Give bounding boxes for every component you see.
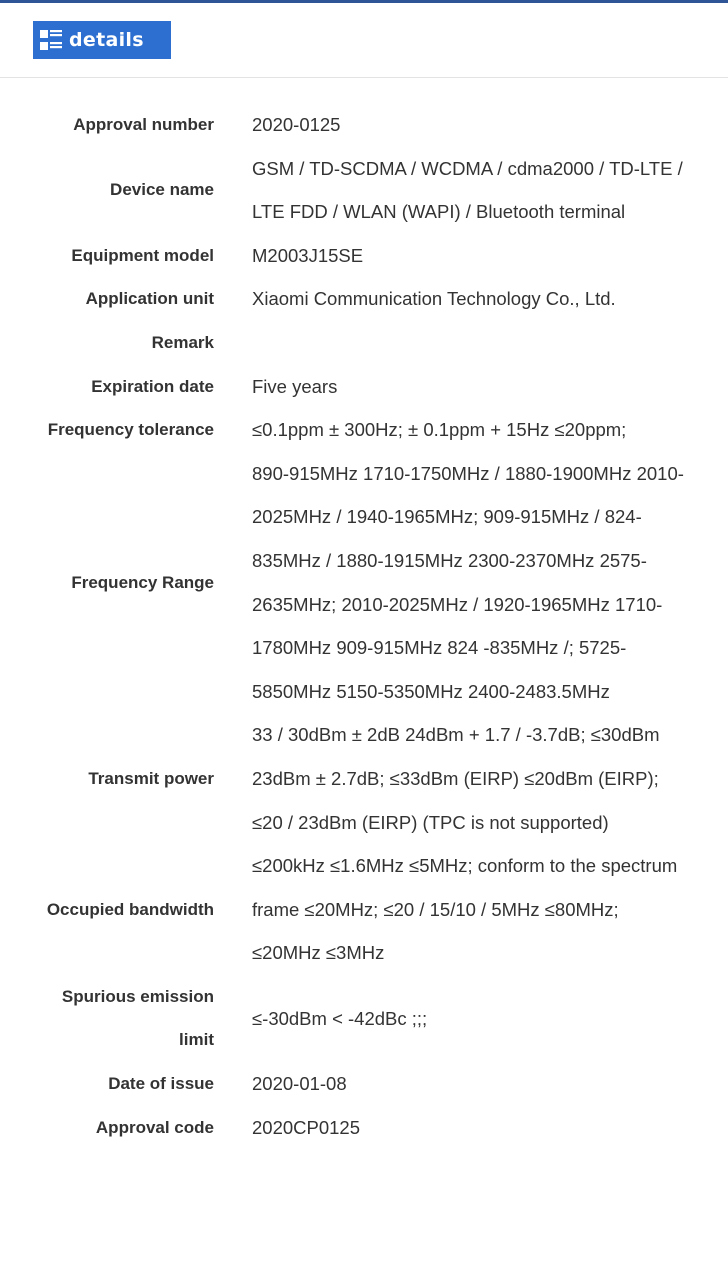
frequency-tolerance-value: ≤0.1ppm ± 300Hz; ± 0.1ppm + 15Hz ≤20ppm; (252, 419, 627, 441)
equipment-model-label: Equipment model (71, 245, 214, 265)
row-approval-number (0, 103, 728, 147)
row-remark (0, 321, 728, 365)
spurious-emission-limit-label: Spurious emission limit (61, 986, 214, 1050)
equipment-model-value: M2003J15SE (252, 244, 364, 266)
row-expiration-date (0, 365, 728, 409)
row-spurious-emission-limit (0, 975, 728, 1062)
approval-number-value: 2020-0125 (252, 114, 341, 135)
frequency-range-label: Frequency Range (71, 572, 214, 592)
details-button[interactable] (33, 21, 171, 59)
spurious-emission-limit-value: ≤-30dBm < -42dBc ;;; (252, 1007, 428, 1029)
frequency-tolerance-label: Frequency tolerance (47, 420, 214, 440)
row-date-of-issue (0, 1062, 728, 1106)
occupied-bandwidth-label: Occupied bandwidth (46, 899, 214, 919)
details-button-label: details (69, 29, 144, 51)
approval-code-value: 2020CP0125 (252, 1116, 361, 1138)
expiration-date-label: Expiration date (91, 376, 214, 396)
list-icon (39, 28, 63, 52)
row-application-unit (0, 277, 728, 321)
transmit-power-value: 33 / 30dBm ± 2dB 24dBm + 1.7 / -3.7dB; ≤30dBm 23dBm ± 2.7dB; ≤33dBm (EIRP) ≤20dBm (EIRP); ≤20 / 23dBm (EIRP) (TPC is not supported) (252, 724, 660, 833)
row-occupied-bandwidth (0, 844, 728, 975)
remark-label: Remark (151, 332, 214, 352)
approval-code-label: Approval code (95, 1117, 214, 1137)
frequency-range-value: 890-915MHz 1710-1750MHz / 1880-1900MHz 2010-2025MHz / 1940-1965MHz; 909-915MHz / 824-835MHz / 1880-1915MHz 2300-2370MHz 2575-2635MHz; 2010-2025MHz / 1920-1965MHz 1710-1780MHz 909-915MHz 824 -835MHz /; 5725-5850MHz 5150-5350MHz 2400-2483.5MHz (252, 462, 684, 702)
approval-number-label: Approval number (73, 115, 214, 134)
expiration-date-value: Five years (252, 375, 338, 397)
row-frequency-range (0, 452, 728, 714)
header (0, 3, 728, 78)
occupied-bandwidth-value: ≤200kHz ≤1.6MHz ≤5MHz; conform to the spectrum frame ≤20MHz; ≤20 / 15/10 / 5MHz ≤80MHz; ≤20MHz ≤3MHz (252, 855, 678, 964)
application-unit-value: Xiaomi Communication Technology Co., Ltd. (252, 288, 616, 310)
row-frequency-tolerance (0, 408, 728, 452)
transmit-power-label: Transmit power (88, 768, 214, 788)
device-name-label: Device name (110, 180, 214, 200)
approval-details-table (0, 103, 728, 1149)
row-device-name (0, 147, 728, 234)
date-of-issue-value: 2020-01-08 (252, 1073, 347, 1095)
device-name-value: GSM / TD-SCDMA / WCDMA / cdma2000 / TD-LTE / LTE FDD / WLAN (WAPI) / Bluetooth terminal (252, 157, 683, 223)
application-unit-label: Application unit (85, 289, 214, 309)
date-of-issue-label: Date of issue (108, 1074, 214, 1094)
row-approval-code (0, 1106, 728, 1150)
row-transmit-power (0, 713, 728, 844)
row-equipment-model (0, 234, 728, 278)
